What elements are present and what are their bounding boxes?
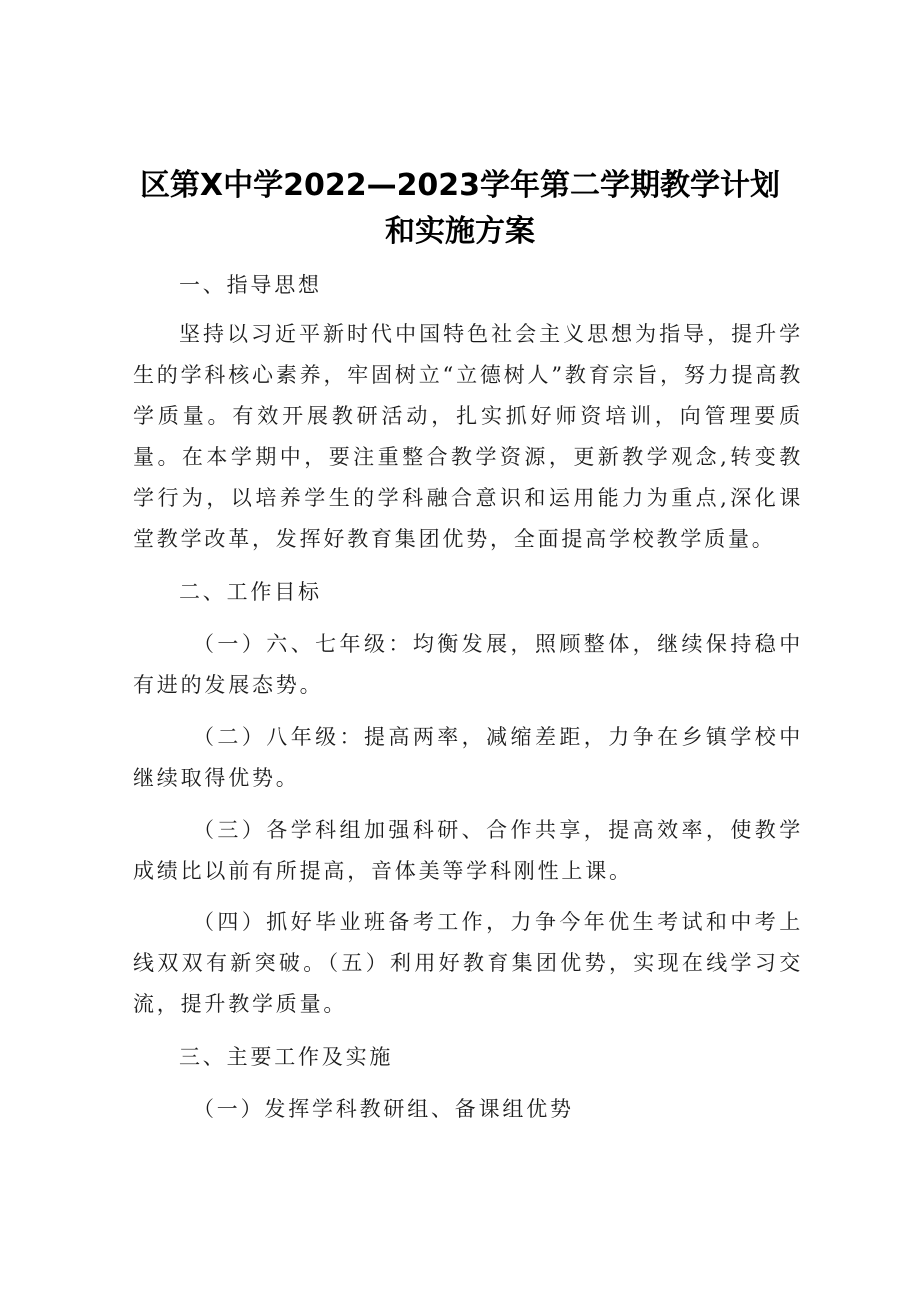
goal-item-1: （一）六、七年级：均衡发展，照顾整体，继续保持稳中有进的发展态势。 (133, 632, 803, 697)
goal-item-2: （二）八年级：提高两率，减缩差距，力争在乡镇学校中继续取得优势。 (133, 725, 803, 790)
document-title-line-1: 区第X中学2022—2023学年第二学期教学计划 (139, 168, 781, 203)
guiding-paragraph: 坚持以习近平新时代中国特色社会主义思想为指导，提升学生的学科核心素养，牢固树立“立德树人”教育宗旨，努力提高教学质量。有效开展教研活动，扎实抓好师资培训，向管理要质量。在本学期中，要注重整合教学资源，更新教学观念,转变教学行为，以培养学生的学科融合意识和运用能力为重点,深化课堂教学改革，发挥好教育集团优势，全面提高学校教学质量。 (133, 322, 803, 551)
section-heading-work: 三、主要工作及实施 (179, 1045, 394, 1069)
goal-item-3: （三）各学科组加强科研、合作共享，提高效率，使教学成绩比以前有所提高，音体美等学科刚性上课。 (133, 818, 803, 883)
section-heading-guiding: 一、指导思想 (179, 273, 322, 297)
section-heading-goals: 二、工作目标 (179, 580, 322, 604)
work-subheading-1: （一）发挥学科教研组、备课组优势 (193, 1097, 574, 1121)
goal-item-4: （四）抓好毕业班备考工作，力争今年优生考试和中考上线双双有新突破。（五）利用好教育集团优势，实现在线学习交流，提升教学质量。 (133, 910, 803, 1016)
document-title-line-2: 和实施方案 (385, 214, 535, 249)
